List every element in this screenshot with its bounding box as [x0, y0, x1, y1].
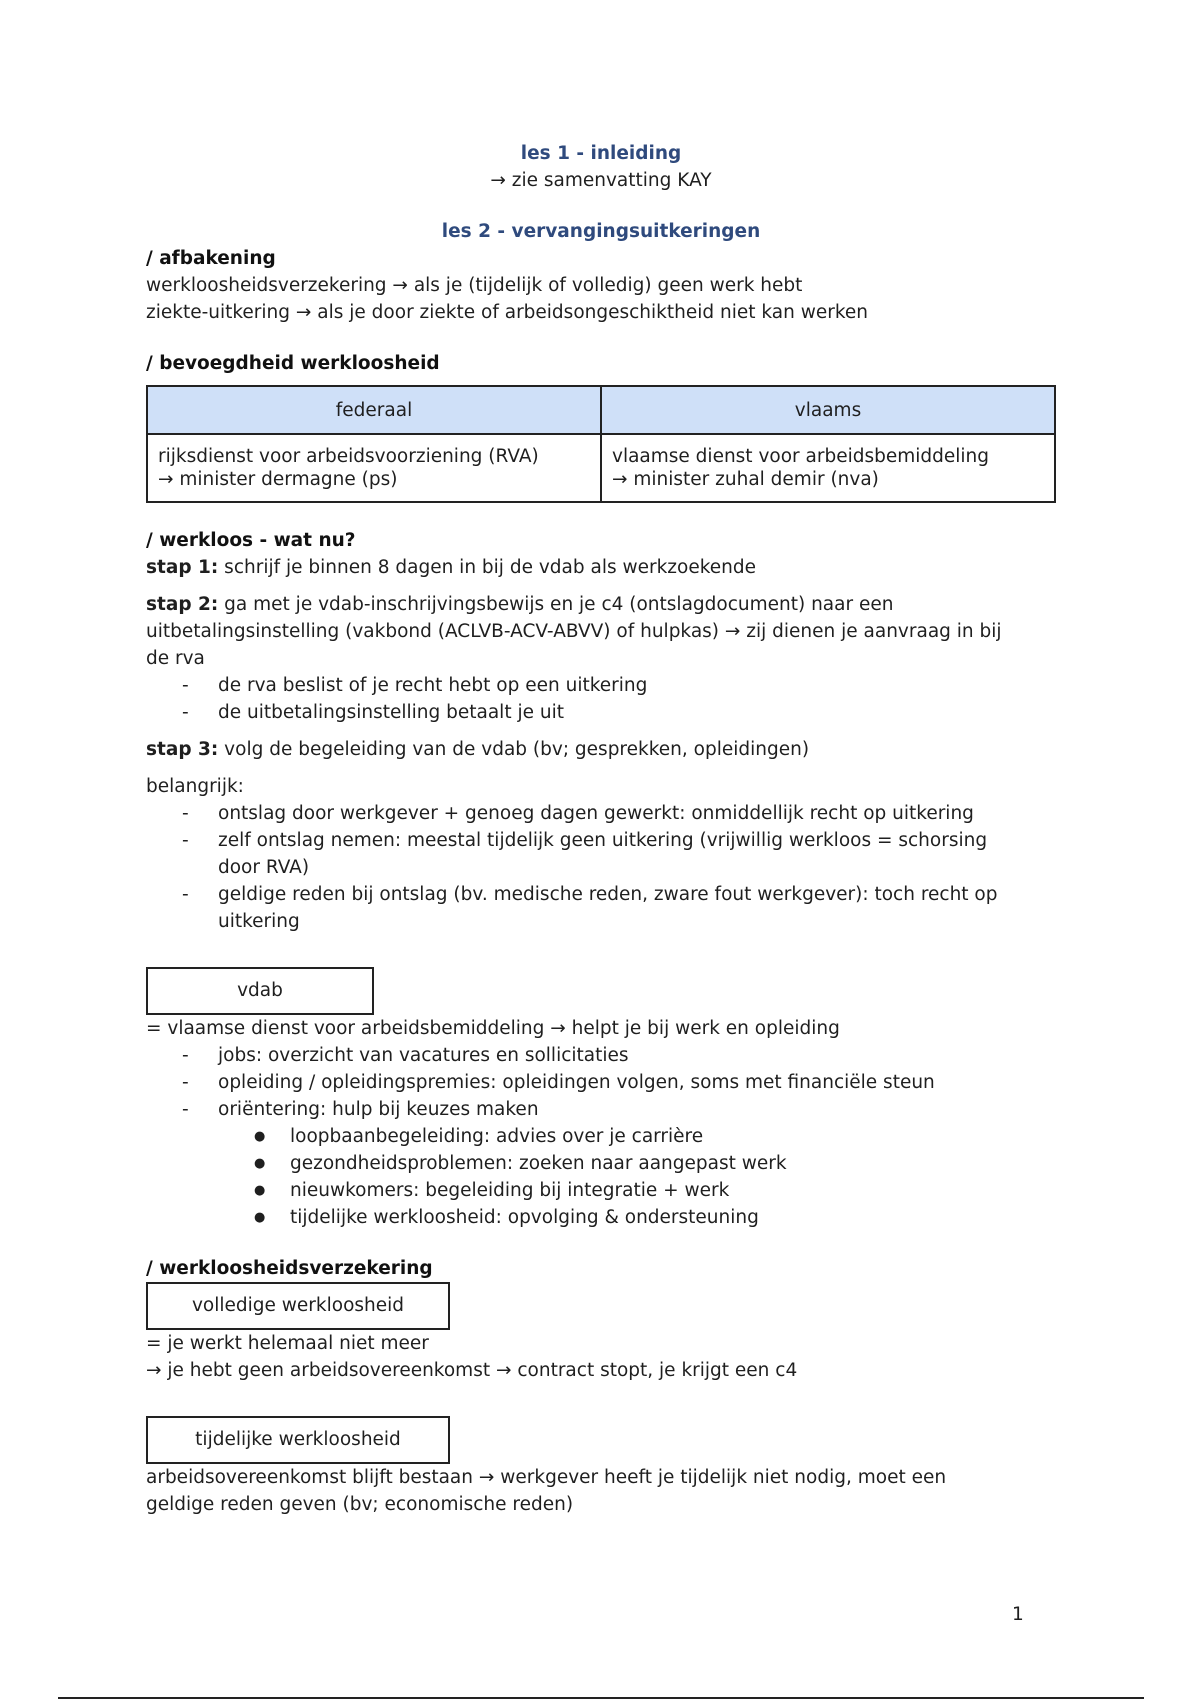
- tijdelijk-line: arbeidsovereenkomst blijft bestaan → werkgever heeft je tijdelijk niet nodig, moet een: [146, 1467, 947, 1488]
- volledig-line: → je hebt geen arbeidsovereenkomst → contract stopt, je krijgt een c4: [146, 1360, 798, 1381]
- volledige-werkloosheid-box: volledige werkloosheid: [146, 1282, 450, 1330]
- list-item: - de uitbetalingsinstelling betaalt je uit: [218, 699, 1056, 726]
- bevoegdheid-heading: / bevoegdheid werkloosheid: [146, 353, 440, 374]
- stap3-label: stap 3:: [146, 739, 219, 760]
- stap1-text: schrijf je binnen 8 dagen in bij de vdab als werkzoekende: [218, 557, 757, 578]
- sub-list-item: ● tijdelijke werkloosheid: opvolging & ondersteuning: [290, 1204, 1056, 1231]
- list-item: [218, 827, 1056, 881]
- cell-line: → minister zuhal demir (nva): [612, 469, 879, 490]
- bottom-rule: [58, 1697, 1144, 1699]
- stap3-text: volg de begeleiding van de vdab (bv; gesprekken, opleidingen): [218, 739, 810, 760]
- list-item: - jobs: overzicht van vacatures en sollicitaties: [218, 1042, 1056, 1069]
- bevoegdheid-table: [146, 385, 1056, 503]
- stap2-line: uitbetalingsinstelling (vakbond (ACLVB-ACV-ABVV) of hulpkas) → zij dienen je aanvraag in bij: [146, 621, 1002, 642]
- sub-list-item: ● nieuwkomers: begeleiding bij integratie + werk: [290, 1177, 1056, 1204]
- belangrijk-list: [146, 800, 1056, 935]
- table-cell-vlaams: [601, 434, 1055, 502]
- afbakening-heading: / afbakening: [146, 248, 276, 269]
- cell-line: → minister dermagne (ps): [158, 469, 398, 490]
- verzekering-heading: / werkloosheidsverzekering: [146, 1258, 433, 1279]
- table-header-federaal: federaal: [147, 386, 601, 434]
- list-item-text: oriëntering: hulp bij keuzes maken: [218, 1099, 539, 1120]
- vdab-list: [146, 1042, 1056, 1231]
- les1-subtitle: → zie samenvatting KAY: [490, 170, 712, 191]
- stap2-line: de rva: [146, 648, 205, 669]
- stap2-label: stap 2:: [146, 594, 219, 615]
- les1-title: les 1 - inleiding: [520, 143, 682, 164]
- list-item-line: door RVA): [218, 857, 310, 878]
- cell-line: rijksdienst voor arbeidsvoorziening (RVA): [158, 446, 539, 467]
- stap3: [146, 736, 1056, 763]
- sub-list-item: ● gezondheidsproblemen: zoeken naar aangepast werk: [290, 1150, 1056, 1177]
- sub-list-item: ● loopbaanbegeleiding: advies over je carrière: [290, 1123, 1056, 1150]
- list-item-line: zelf ontslag nemen: meestal tijdelijk geen uitkering (vrijwillig werkloos = schorsing: [218, 830, 988, 851]
- stap2-text: ga met je vdab-inschrijvingsbewijs en je c4 (ontslagdocument) naar een: [218, 594, 894, 615]
- cell-line: vlaamse dienst voor arbeidsbemiddeling: [612, 446, 990, 467]
- les2-title: les 2 - vervangingsuitkeringen: [441, 221, 761, 242]
- list-item-line: geldige reden bij ontslag (bv. medische reden, zware fout werkgever): toch recht op: [218, 884, 998, 905]
- stap2: [146, 591, 1056, 618]
- stap1: [146, 554, 1056, 581]
- stap2-list: [146, 672, 1056, 726]
- tijdelijke-werkloosheid-box: tijdelijke werkloosheid: [146, 1416, 450, 1464]
- list-item-line: uitkering: [218, 911, 300, 932]
- list-item: [218, 881, 1056, 935]
- tijdelijk-line: geldige reden geven (bv; economische reden): [146, 1494, 574, 1515]
- list-item: [218, 1096, 1056, 1231]
- table-header-vlaams: vlaams: [601, 386, 1055, 434]
- werkloos-heading: / werkloos - wat nu?: [146, 530, 356, 551]
- afbakening-line: werkloosheidsverzekering → als je (tijdelijk of volledig) geen werk hebt: [146, 275, 803, 296]
- volledig-line: = je werkt helemaal niet meer: [146, 1333, 429, 1354]
- list-item: [218, 800, 1056, 827]
- table-cell-federaal: [147, 434, 601, 502]
- vdab-definition: = vlaamse dienst voor arbeidsbemiddeling → helpt je bij werk en opleiding: [146, 1018, 840, 1039]
- page-number: 1: [1012, 1604, 1024, 1625]
- belangrijk-label: belangrijk:: [146, 776, 244, 797]
- afbakening-line: ziekte-uitkering → als je door ziekte of arbeidsongeschiktheid niet kan werken: [146, 302, 868, 323]
- list-item: - de rva beslist of je recht hebt op een uitkering: [218, 672, 1056, 699]
- list-item-line: ontslag door werkgever + genoeg dagen gewerkt: onmiddellijk recht op uitkering: [218, 803, 974, 824]
- document-page: [146, 140, 1056, 1518]
- vdab-box: vdab: [146, 967, 374, 1015]
- stap1-label: stap 1:: [146, 557, 219, 578]
- list-item: - opleiding / opleidingspremies: opleidingen volgen, soms met financiële steun: [218, 1069, 1056, 1096]
- orientering-list: [218, 1123, 1056, 1231]
